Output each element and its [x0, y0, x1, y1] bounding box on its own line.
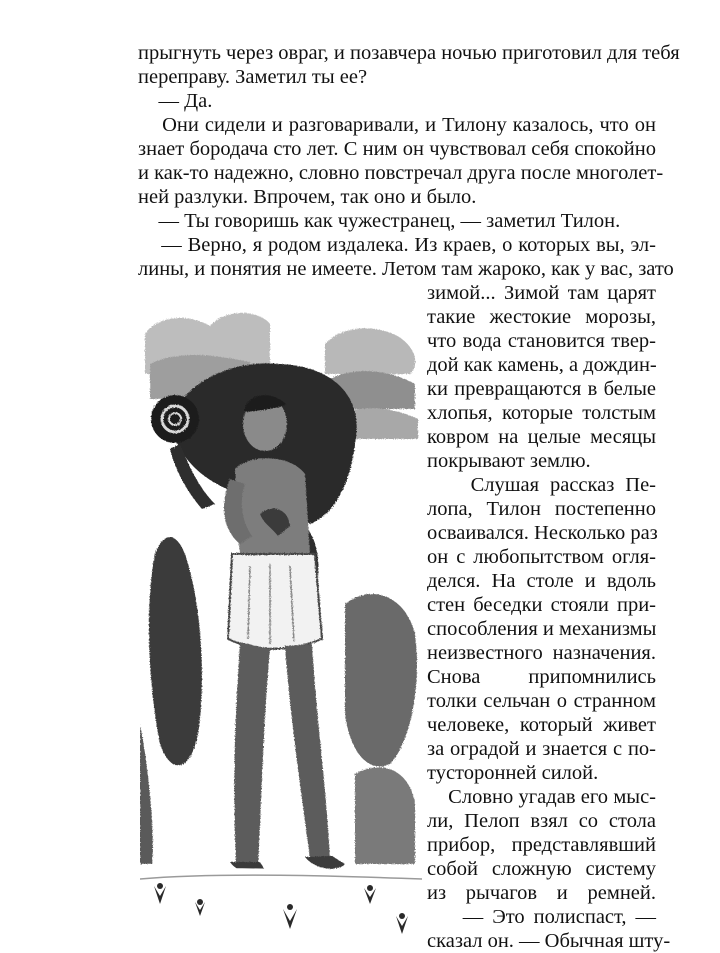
text-line: хлопья, которые толстым: [427, 402, 656, 424]
text-line: — Ты говоришь как чужестранец, — заметил Тилон.: [138, 210, 621, 232]
text-line: осваивался. Несколько раз: [427, 522, 658, 544]
text-line: лопа, Тилон постепенно: [427, 498, 656, 520]
text-line: и как-то надежно, словно повстречал друга после многолет-: [138, 162, 664, 184]
text-line: покрывают землю.: [427, 450, 591, 472]
tree-left: [140, 537, 202, 864]
illustration-youth-with-ram: [140, 304, 422, 949]
text-line: способления и механизмы: [427, 618, 657, 640]
text-line: Снова припомнились: [427, 666, 656, 688]
text-line: он с любопытством огля-: [427, 546, 656, 568]
text-line: из рычагов и ремней.: [427, 882, 656, 904]
text-line: знает бородача сто лет. С ним он чувствовал себя спокойно: [138, 138, 656, 160]
text-line: — Да.: [138, 90, 213, 112]
text-line: дой как камень, а дождин-: [427, 354, 657, 376]
text-line: ковром на целые месяцы: [427, 426, 656, 448]
text-line: лины, и понятия не имеете. Летом там жароко, как у вас, зато: [138, 258, 674, 280]
text-line: Словно угадав его мыс-: [427, 786, 656, 808]
text-line: ли, Пелоп взял со стола: [427, 810, 656, 832]
text-line: человеке, который живет: [427, 714, 656, 736]
text-line: Они сидели и разговаривали, и Тилону казалось, что он: [138, 114, 656, 136]
text-line: стен беседки стояли при-: [427, 594, 656, 616]
text-line: ки превращаются в белые: [427, 378, 656, 400]
text-line: прыгнуть через овраг, и позавчера ночью приготовил для тебя: [138, 42, 680, 64]
text-line: неизвестного назначения.: [427, 642, 656, 664]
text-line: ней разлуки. Впрочем, так оно и было.: [138, 186, 477, 208]
text-line: Слушая рассказ Пе-: [427, 474, 656, 496]
text-line: что вода становится твер-: [427, 330, 656, 352]
ground-with-flowers: [140, 868, 422, 949]
text-line: такие жестокие морозы,: [427, 306, 656, 328]
text-line: сказал он. — Обычная шту-: [427, 930, 671, 952]
text-line: за оградой и знается с по-: [427, 738, 656, 760]
text-line: прибор, представлявший: [427, 834, 656, 856]
text-line: толки сельчан о странном: [427, 690, 656, 712]
text-line: переправу. Заметил ты ее?: [138, 66, 368, 88]
text-line: — Верно, я родом издалека. Из краев, о которых вы, эл-: [138, 234, 656, 256]
text-line: зимой... Зимой там царят: [427, 282, 656, 304]
text-line: тусторонней силой.: [427, 762, 599, 784]
bush-right: [345, 594, 417, 864]
text-line: делся. На столе и вдоль: [427, 570, 656, 592]
text-line: собой сложную систему: [427, 858, 656, 880]
text-line: — Это полиспаст, —: [427, 906, 656, 928]
